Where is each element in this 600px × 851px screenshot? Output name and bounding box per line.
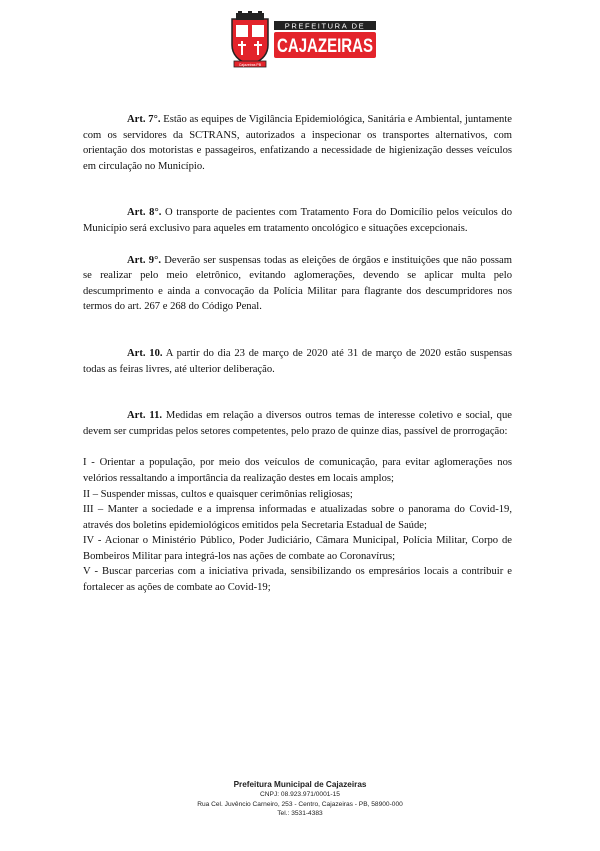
footer-cnpj: CNPJ: 08.923.971/0001-15 <box>260 791 340 798</box>
list-item-v: V - Buscar parcerias com a iniciativa privada, sensibilizando os empresários locais a contribuir e fortalecer as ações de combate ao Covid-19; <box>83 566 512 594</box>
article-11-text: Medidas em relação a diversos outros temas de interesse coletivo e social, que devem ser cumpridas pelos setores competentes, pelo prazo de quinze dias, passível de prorrogação: <box>83 410 512 437</box>
article-8 <box>83 205 512 236</box>
article-9-label: Art. 9°. <box>127 254 161 266</box>
article-8-text: O transporte de pacientes com Tratamento Fora do Domicílio pelos veículos do Município será exclusivo para aqueles em tratamento oncológico e situações excepcionais. <box>83 207 513 234</box>
article-8-label: Art. 8°. <box>127 207 162 219</box>
list-item-iii: III – Manter a sociedade e a imprensa informadas e atualizadas sobre o panorama do Covid-19, através dos boletins epidemiológicos emitidos pela Secretaria Estadual de Saúde; <box>83 504 512 531</box>
article-7-label: Art. 7°. <box>127 114 161 125</box>
logo-main-text: CAJAZEIRAS <box>277 35 373 57</box>
list-item-i: I - Orientar a população, por meio dos veículos de comunicação, para evitar aglomerações nos velórios ressaltando a importância da realização destes em locais amplos; <box>83 457 512 484</box>
article-11-label: Art. 11. <box>127 410 163 422</box>
document-body <box>83 112 512 596</box>
article-7 <box>83 112 512 174</box>
article-10 <box>83 346 512 377</box>
article-9-text: Deverão ser suspensas todas as eleições de órgãos e instituições que não possam se realizar pelo meio eletrônico, evitando aglomerações, devendo se aplicar multa pelo descumprimento e ainda a convocação da Polícia Militar para flagrante dos descumpridores nos termos do art. 267 e 268 do Código Penal. <box>83 254 512 313</box>
footer-phone: Tel.: 3531-4383 <box>277 810 323 818</box>
footer-institution-name: Prefeitura Municipal de Cajazeiras <box>233 780 367 789</box>
logo-ribbon-text: Cajazeiras PB <box>238 63 262 67</box>
article-11 <box>83 408 512 439</box>
prefeitura-logo <box>228 11 378 71</box>
article-9 <box>83 253 512 315</box>
list-item-ii: II – Suspender missas, cultos e quaisquer cerimônias religiosas; <box>83 488 353 500</box>
page-footer <box>0 779 600 819</box>
coat-of-arms-icon <box>232 11 268 67</box>
logo-top-text: PREFEITURA DE <box>284 21 366 31</box>
article-7-text: Estão as equipes de Vigilância Epidemiológica, Sanitária e Ambiental, juntamente com os servidores da SCTRANS, autorizados a inspecionar os transportes alternativos, com orientação dos motoristas e passageiros, enfatizando a necessidade de higienização desses veículos em circulação no Município. <box>83 114 512 172</box>
footer-address: Rua Cel. Juvêncio Carneiro, 253 - Centro, Cajazeiras - PB, 58900-000 <box>197 800 403 808</box>
list-item-iv: IV - Acionar o Ministério Público, Poder Judiciário, Câmara Municipal, Polícia Militar, Corpo de Bombeiros Militar para integrá-los nas ações de combate ao Coronavírus; <box>83 535 512 562</box>
article-10-text: A partir do dia 23 de março de 2020 até 31 de março de 2020 estão suspensas todas as feiras livres, até ulterior deliberação. <box>83 347 512 375</box>
article-10-label: Art. 10. <box>127 347 163 359</box>
